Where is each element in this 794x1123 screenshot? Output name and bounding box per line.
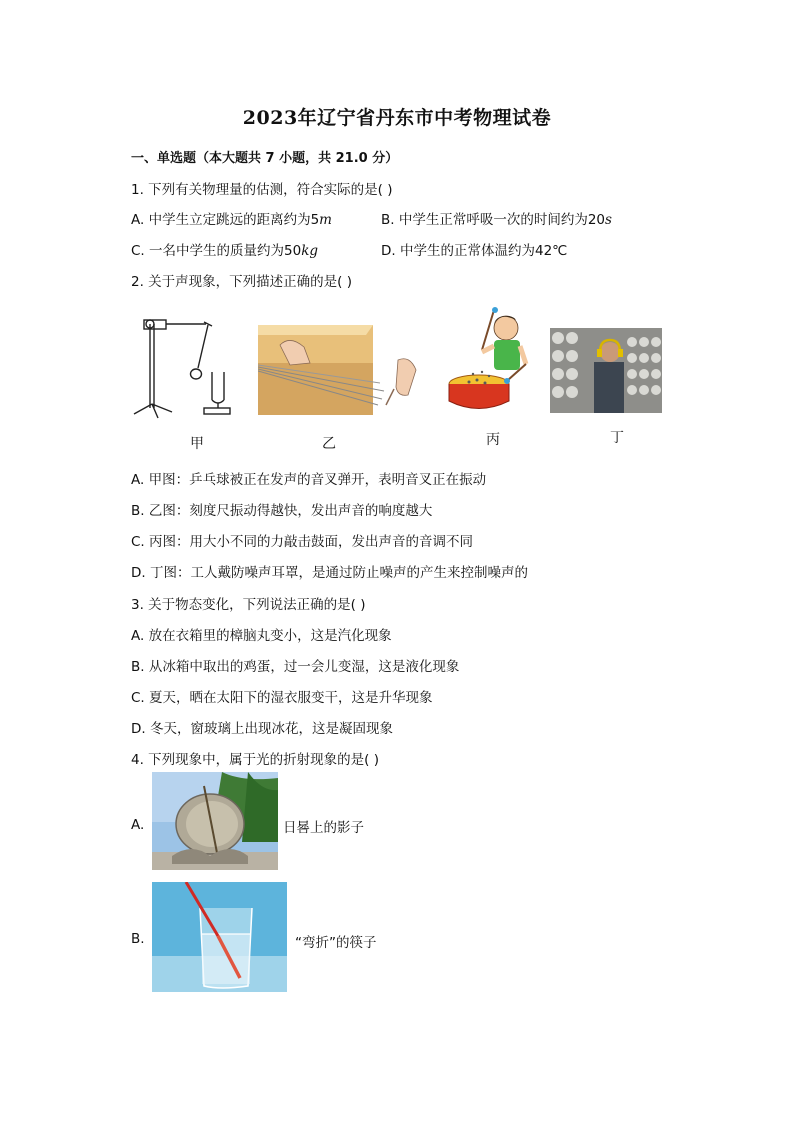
question-1-option-d: D. 中学生的正常体温约为42℃ [381, 243, 568, 259]
question-4-stem: 4. 下列现象中，属于光的折射现象的是( ) [131, 752, 379, 768]
figure-caption-yi: 乙 [322, 436, 336, 452]
question-2-option-d: D. 丁图：工人戴防噪声耳罩，是通过防止噪声的产生来控制噪声的 [131, 565, 528, 581]
option-a-unit: m [319, 212, 332, 228]
figure-caption-bing: 丙 [486, 432, 500, 448]
option-a-text: A. 中学生立定跳远的距离约为5 [131, 212, 320, 228]
question-4-option-b-label: B. [131, 931, 145, 947]
option-b-unit: s [605, 212, 612, 228]
question-1-stem: 1. 下列有关物理量的估测，符合实际的是( ) [131, 182, 393, 198]
option-c-unit: kg [301, 243, 319, 259]
figure-caption-jia: 甲 [190, 436, 204, 452]
question-1-option-c [131, 239, 318, 259]
question-4-option-b-text: “弯折”的筷子 [295, 935, 377, 951]
question-2-option-b: B. 乙图：刻度尺振动得越快，发出声音的响度越大 [131, 503, 433, 519]
question-4-option-a-label: A. [131, 817, 145, 833]
option-c-text: C. 一名中学生的质量约为50 [131, 243, 302, 259]
factory-worker-figure [550, 328, 662, 413]
tuning-fork-figure [128, 312, 232, 420]
question-4-option-a-text: 日晷上的影子 [283, 820, 364, 836]
section-heading: 一、单选题（本大题共 7 小题，共 21.0 分） [131, 151, 399, 166]
question-3-option-c: C. 夏天，晒在太阳下的湿衣服变干，这是升华现象 [131, 690, 433, 706]
question-2-stem: 2. 关于声现象，下列描述正确的是( ) [131, 274, 352, 290]
figure-caption-ding: 丁 [610, 430, 624, 446]
sundial-photo [152, 772, 278, 870]
ruler-vibration-figure [258, 325, 423, 417]
question-2-option-a: A. 甲图：乒乓球被正在发声的音叉弹开，表明音叉正在振动 [131, 472, 487, 488]
bent-chopstick-photo [152, 882, 287, 992]
question-1-option-b [381, 208, 612, 228]
question-2-option-c: C. 丙图：用大小不同的力敲击鼓面，发出声音的音调不同 [131, 534, 474, 550]
option-b-text: B. 中学生正常呼吸一次的时间约为20 [381, 212, 606, 228]
question-3-stem: 3. 关于物态变化，下列说法正确的是( ) [131, 597, 366, 613]
page-title: 2023年辽宁省丹东市中考物理试卷 [242, 107, 552, 129]
question-3-option-a: A. 放在衣箱里的樟脑丸变小，这是汽化现象 [131, 628, 392, 644]
question-3-option-d: D. 冬天，窗玻璃上出现冰花，这是凝固现象 [131, 721, 393, 737]
question-1-option-a [131, 208, 332, 228]
drum-figure [444, 306, 539, 418]
question-3-option-b: B. 从冰箱中取出的鸡蛋，过一会儿变湿，这是液化现象 [131, 659, 460, 675]
